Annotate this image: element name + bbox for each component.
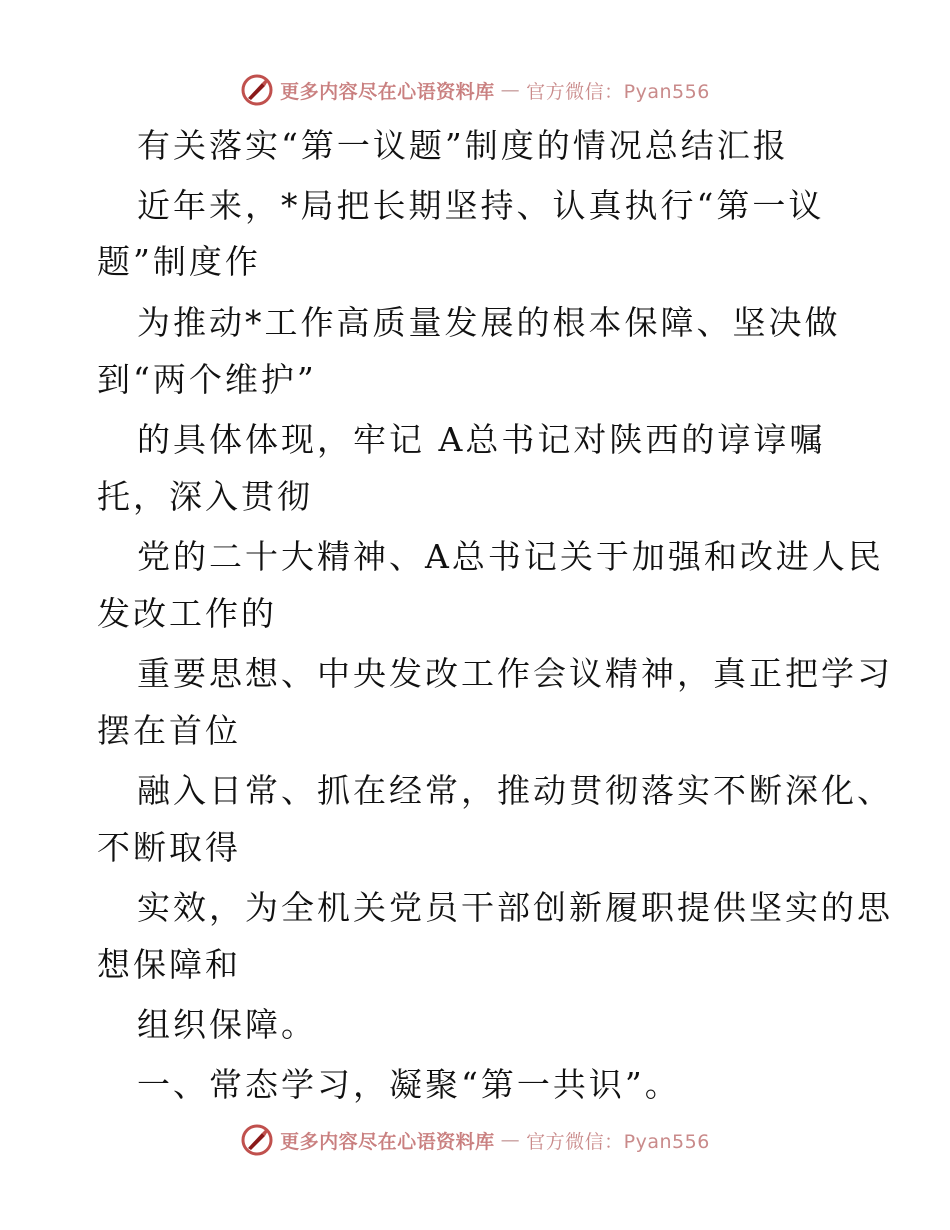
paragraph-line: 不断取得 — [97, 828, 241, 867]
paragraph-line: 党的二十大精神、A总书记关于加强和改进人民 — [137, 537, 884, 576]
watermark-brand: 更多内容尽在心语资料库 — [280, 80, 495, 103]
section-heading: 一、常态学习，凝聚“第一共识”。 — [137, 1065, 681, 1104]
paragraph-line: 实效，为全机关党员干部创新履职提供坚实的思 — [137, 888, 893, 927]
watermark-contact: 官方微信：Pyan556 — [526, 1130, 710, 1153]
pen-logo-icon — [240, 73, 274, 107]
paragraph-line: 融入日常、抓在经常，推动贯彻落实不断深化、 — [137, 771, 893, 810]
paragraph-line: 组织保障。 — [137, 1005, 317, 1044]
paragraph-line: 近年来，*局把长期坚持、认真执行“第一议 — [137, 186, 825, 225]
paragraph-line: 托，深入贯彻 — [97, 477, 313, 516]
watermark-brand: 更多内容尽在心语资料库 — [280, 1130, 495, 1153]
paragraph-line: 为推动*工作高质量发展的根本保障、坚决做 — [137, 303, 841, 342]
watermark-dash: — — [500, 79, 521, 101]
watermark-dash: — — [500, 1129, 521, 1151]
document-title: 有关落实“第一议题”制度的情况总结汇报 — [137, 126, 789, 165]
paragraph-line: 的具体体现，牢记 A总书记对陕西的谆谆嘱 — [137, 420, 826, 459]
paragraph-line: 发改工作的 — [97, 594, 277, 633]
watermark-contact: 官方微信：Pyan556 — [526, 80, 710, 103]
pen-logo-icon — [240, 1123, 274, 1157]
paragraph-line: 题”制度作 — [97, 242, 261, 281]
paragraph-line: 重要思想、中央发改工作会议精神，真正把学习 — [137, 654, 893, 693]
footer-watermark — [0, 1120, 950, 1160]
paragraph-line: 到“两个维护” — [97, 360, 317, 399]
paragraph-line: 想保障和 — [97, 945, 241, 984]
paragraph-line: 摆在首位 — [97, 711, 241, 750]
header-watermark — [0, 70, 950, 110]
